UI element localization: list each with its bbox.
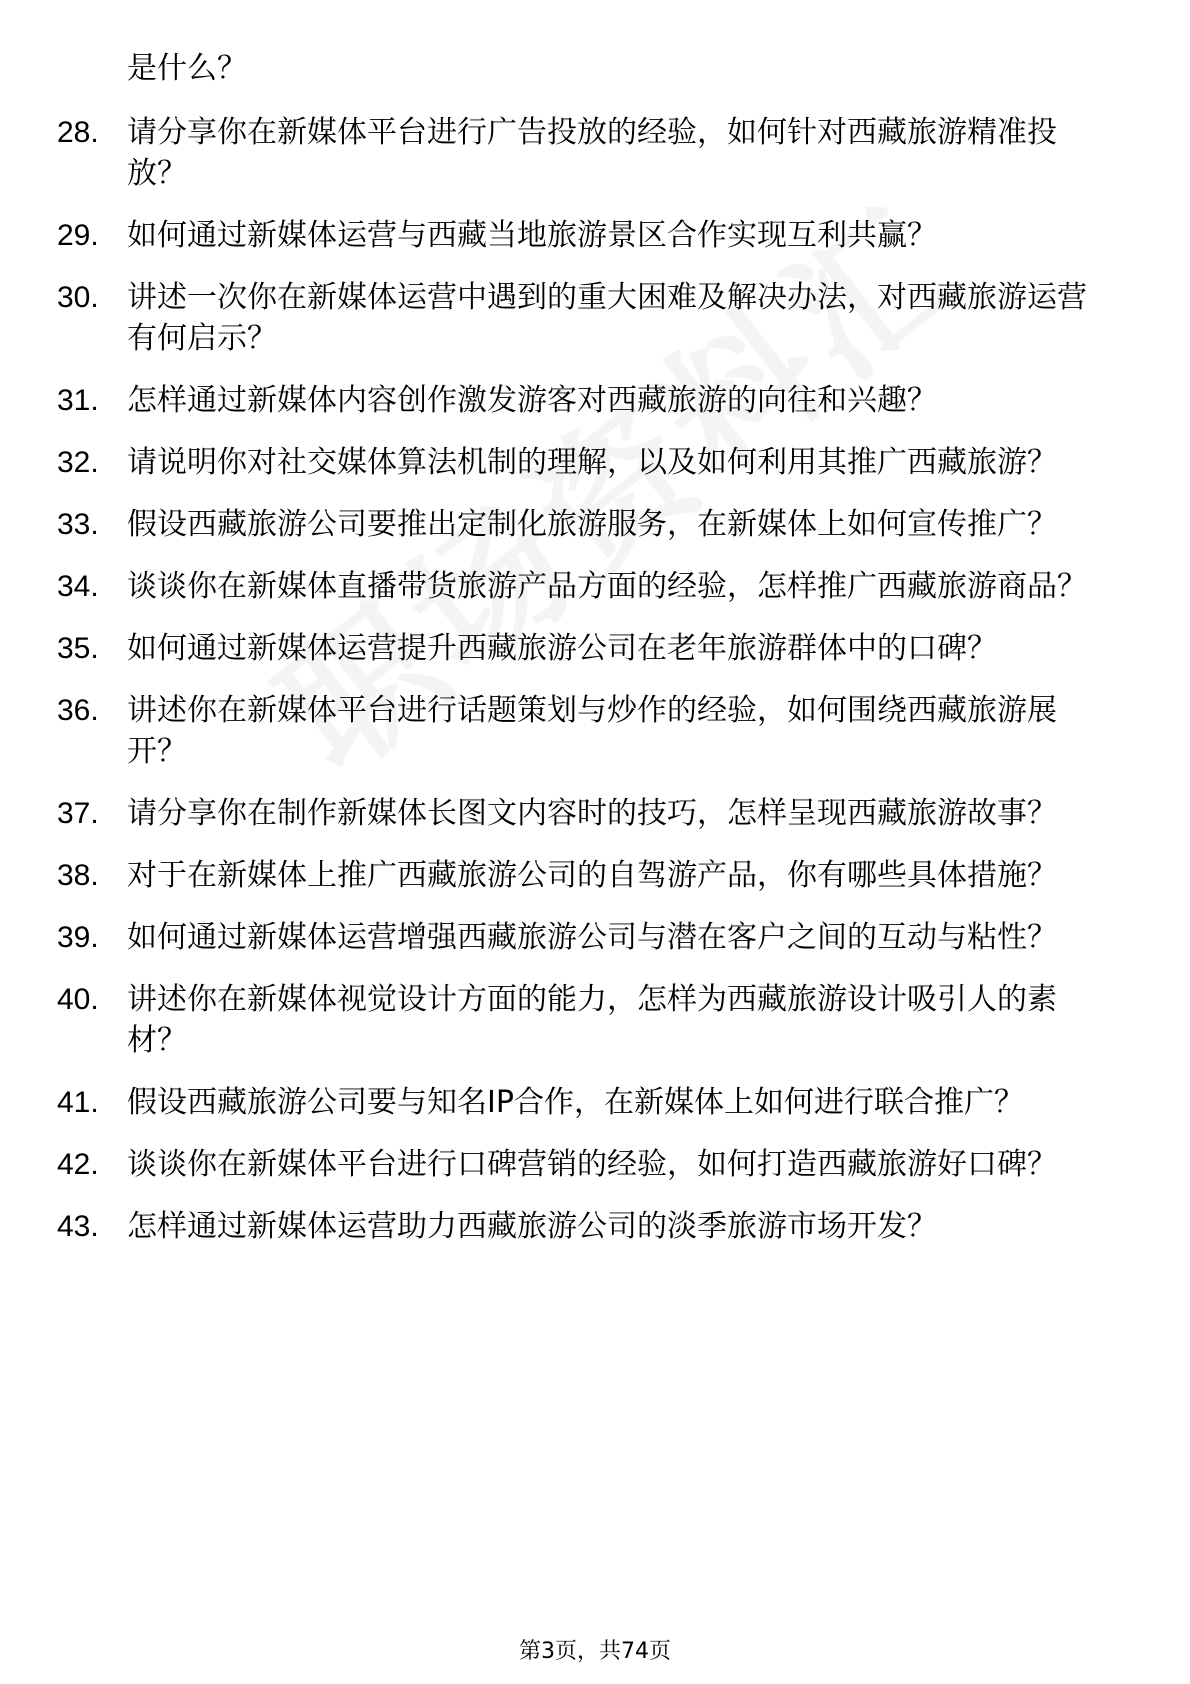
question-text: 假设西藏旅游公司要与知名IP合作，在新媒体上如何进行联合推广？ (127, 1085, 1024, 1120)
question-number: 36. (57, 694, 99, 727)
question-text: 假设西藏旅游公司要推出定制化旅游服务，在新媒体上如何宣传推广？ (127, 507, 1057, 542)
question-item (0, 1082, 1107, 1123)
question-number: 31. (57, 384, 99, 417)
question-item (0, 442, 1107, 483)
question-number: 28. (57, 116, 99, 149)
question-number: 42. (57, 1148, 99, 1181)
question-text: 如何通过新媒体运营提升西藏旅游公司在老年旅游群体中的口碑？ (127, 631, 997, 666)
question-item (0, 277, 1107, 359)
question-number: 34. (57, 570, 99, 603)
question-text: 如何通过新媒体运营与西藏当地旅游景区合作实现互利共赢？ (127, 218, 937, 253)
question-number: 29. (57, 219, 99, 252)
question-number: 32. (57, 446, 99, 479)
question-item (0, 112, 1107, 194)
question-number: 35. (57, 632, 99, 665)
question-item (0, 1144, 1107, 1185)
question-number: 43. (57, 1210, 99, 1243)
question-number: 37. (57, 797, 99, 830)
question-text: 谈谈你在新媒体平台进行口碑营销的经验，如何打造西藏旅游好口碑？ (127, 1147, 1057, 1182)
question-text: 请分享你在新媒体平台进行广告投放的经验，如何针对西藏旅游精准投放？ (127, 115, 1057, 191)
continuation-text: 是什么？ (127, 51, 247, 86)
question-item (0, 628, 1107, 669)
question-item (0, 855, 1107, 896)
question-number: 41. (57, 1086, 99, 1119)
question-text: 如何通过新媒体运营增强西藏旅游公司与潜在客户之间的互动与粘性？ (127, 920, 1057, 955)
page-footer (0, 1638, 1190, 1666)
question-number: 38. (57, 859, 99, 892)
question-item (0, 215, 1107, 256)
question-text: 怎样通过新媒体运营助力西藏旅游公司的淡季旅游市场开发？ (127, 1209, 937, 1244)
question-item (0, 380, 1107, 421)
question-text: 请分享你在制作新媒体长图文内容时的技巧，怎样呈现西藏旅游故事？ (127, 796, 1057, 831)
question-text: 对于在新媒体上推广西藏旅游公司的自驾游产品，你有哪些具体措施？ (127, 858, 1057, 893)
question-item (0, 566, 1107, 607)
question-text: 怎样通过新媒体内容创作激发游客对西藏旅游的向往和兴趣？ (127, 383, 937, 418)
question-number: 30. (57, 281, 99, 314)
question-text: 谈谈你在新媒体直播带货旅游产品方面的经验，怎样推广西藏旅游商品？ (127, 569, 1087, 604)
question-text: 请说明你对社交媒体算法机制的理解，以及如何利用其推广西藏旅游？ (127, 445, 1057, 480)
question-item (0, 504, 1107, 545)
question-list (0, 112, 1190, 1268)
question-text: 讲述你在新媒体视觉设计方面的能力，怎样为西藏旅游设计吸引人的素材？ (127, 982, 1057, 1058)
page-number-label: 第3页，共74页 (519, 1639, 671, 1664)
question-item (0, 793, 1107, 834)
question-text: 讲述你在新媒体平台进行话题策划与炒作的经验，如何围绕西藏旅游展开？ (127, 693, 1057, 769)
question-number: 33. (57, 508, 99, 541)
question-number: 40. (57, 983, 99, 1016)
question-text: 讲述一次你在新媒体运营中遇到的重大困难及解决办法，对西藏旅游运营有何启示？ (127, 280, 1087, 356)
question-item (0, 1206, 1107, 1247)
question-item (0, 979, 1107, 1061)
question-number: 39. (57, 921, 99, 954)
question-item (0, 917, 1107, 958)
question-item (0, 690, 1107, 772)
